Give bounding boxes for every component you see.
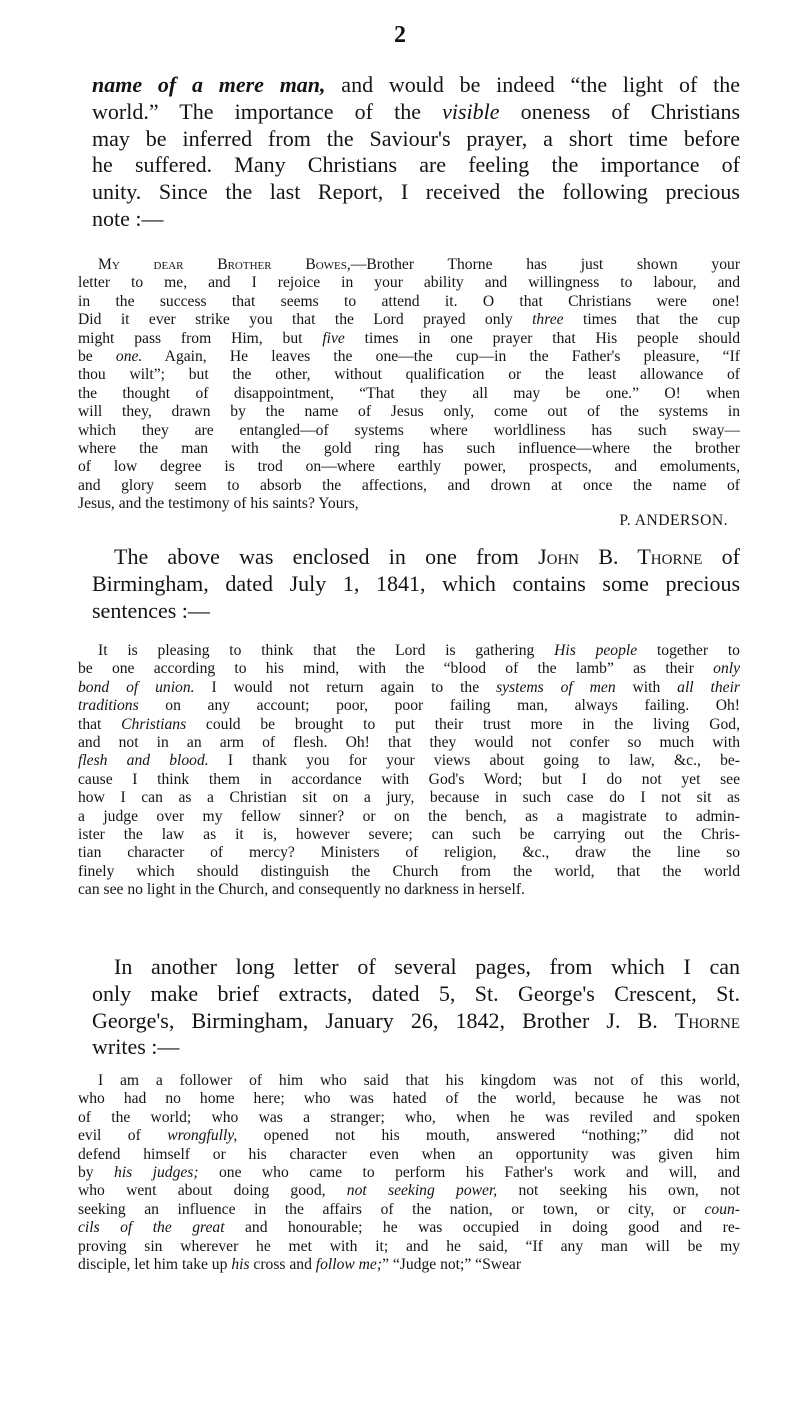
text-segment: Did it ever strike you that the Lord prayed only [78, 311, 533, 329]
text-segment: how I can as a Christian sit on a jury, because in such case do I not sit as [78, 789, 740, 807]
text-line [78, 771, 740, 789]
text-line [78, 293, 740, 311]
text-line [78, 844, 740, 862]
text-segment: proving sin wherever he met with it; and he said, “If any man will be my [78, 1237, 740, 1255]
text-line [78, 1127, 740, 1145]
text-segment: not seeking his own, not [497, 1182, 740, 1200]
text-segment: seeking an influence in the affairs of the nation, or town, or city, or [78, 1200, 705, 1218]
text-line [92, 598, 740, 625]
text-line [78, 256, 740, 274]
text-segment: opened not his mouth, answered “nothing;” did not [237, 1127, 740, 1145]
text-segment: cause I think them in accordance with God's Word; but I do not yet see [78, 770, 740, 788]
text-line [78, 403, 740, 421]
text-line [78, 311, 740, 329]
text-segment: visible [442, 98, 500, 124]
text-segment: In another long letter of several pages, from which I can [114, 954, 740, 979]
text-segment: Thorne [674, 1007, 740, 1033]
text-line [78, 495, 740, 513]
text-segment: —Brother Thorne has just shown your [350, 256, 741, 273]
text-segment: he suffered. Many Christians are feeling the importance of [92, 152, 740, 178]
text-segment: ” “Judge not;” “Swear [382, 1256, 522, 1274]
text-segment: oneness of Christians [499, 98, 741, 124]
text-line [78, 716, 740, 734]
text-line [92, 954, 740, 981]
text-segment: where the man with the gold ring has such influence—where the brother [78, 440, 740, 458]
text-segment: who went about doing good, [78, 1182, 347, 1200]
text-line [78, 697, 740, 715]
text-segment: and not in an arm of flesh. Oh! that they would not confer so much with [78, 734, 740, 752]
text-line [78, 734, 740, 752]
text-line [78, 752, 740, 770]
paragraph-thorne-intro [92, 544, 740, 624]
text-segment: and honourable; he was occupied in doing good and re- [224, 1219, 740, 1237]
text-segment: only [713, 660, 740, 678]
text-line [78, 274, 740, 292]
text-segment: Christians [121, 715, 187, 733]
text-line [92, 72, 740, 99]
text-segment: It is pleasing to think that the Lord is gathering [98, 642, 555, 659]
text-segment: I thank you for your views about going to law, &c., be- [208, 752, 741, 770]
text-line [78, 1238, 740, 1256]
text-segment: be [78, 348, 116, 366]
text-line [78, 642, 740, 660]
text-line [92, 1034, 740, 1061]
paragraph-intro [92, 72, 740, 233]
text-segment: with [615, 678, 678, 696]
text-segment: ister the law as it is, however severe; can such be carrying out the Chris- [78, 826, 740, 844]
text-line [78, 1219, 740, 1237]
text-line [78, 808, 740, 826]
text-segment: only make brief extracts, dated 5, St. George's Crescent, St. [92, 980, 740, 1006]
text-segment: all their [677, 678, 740, 696]
text-line [78, 1090, 740, 1108]
text-segment: not seeking power, [346, 1182, 498, 1200]
text-segment: letter to me, and I rejoice in your ability and willingness to labour, and [78, 274, 740, 292]
text-segment: name of a mere man, [92, 72, 326, 97]
text-line [78, 1164, 740, 1182]
text-line [78, 458, 740, 476]
text-segment: I am a follower of him who said that his kingdom was not of this world, [98, 1072, 740, 1089]
text-segment: in the success that seems to attend it. O that Christians were one! [78, 292, 740, 310]
text-segment: times in one prayer that His people should [344, 329, 740, 347]
text-segment: defend himself or his character even when an opportunity was given him [78, 1145, 740, 1163]
text-segment: by [78, 1164, 115, 1182]
text-segment: his [231, 1256, 250, 1274]
quoted-letter-thorne-2 [78, 1072, 740, 1274]
text-segment: of [702, 544, 740, 569]
text-line [92, 1008, 740, 1035]
text-segment: world.” The importance of the [92, 98, 443, 124]
text-segment: His people [554, 642, 638, 659]
text-line [78, 660, 740, 678]
text-segment: writes :— [92, 1034, 180, 1060]
text-line [78, 366, 740, 384]
text-line [78, 1109, 740, 1127]
text-segment: the thought of disappointment, “That they all may be one.” O! when [78, 384, 740, 402]
text-segment: coun- [704, 1200, 740, 1218]
text-segment: evil of [78, 1127, 168, 1145]
text-segment: disciple, let him take up [78, 1256, 232, 1274]
text-segment: tian character of mercy? Ministers of religion, &c., draw the line so [78, 844, 740, 862]
text-segment: can see no light in the Church, and consequently no darkness in herself. [78, 881, 525, 899]
quoted-letter-thorne-1 [78, 642, 740, 900]
text-segment: a judge over my fellow sinner? or on the bench, as a magistrate to admin- [78, 807, 740, 825]
text-segment: flesh and blood. [78, 752, 209, 770]
text-line [78, 1256, 740, 1274]
text-segment: Birmingham, dated July 1, 1841, which contains some precious [92, 570, 740, 596]
text-line [78, 1182, 740, 1200]
text-segment: that [78, 715, 122, 733]
text-segment: My dear Brother Bowes, [98, 256, 351, 273]
text-segment: together to [637, 642, 740, 659]
text-line [92, 544, 740, 571]
text-line [92, 179, 740, 206]
text-segment: unity. Since the last Report, I received the following precious [92, 179, 740, 205]
text-segment: of low degree is trod on—where earthly power, prospects, and emoluments, [78, 458, 740, 476]
text-line [78, 863, 740, 881]
text-segment: cils of the great [78, 1219, 225, 1237]
text-line [78, 1072, 740, 1090]
text-segment: follow me; [315, 1256, 383, 1274]
text-line [78, 477, 740, 495]
text-segment: of the world; who was a stranger; who, when he was reviled and spoken [78, 1108, 740, 1126]
text-segment: bond of union. [78, 678, 195, 696]
text-segment: may be inferred from the Saviour's prayer, a short time before [92, 125, 740, 151]
text-line [78, 881, 740, 899]
text-line [78, 1146, 740, 1164]
text-segment: thou wilt”; but the other, without qualification or the least allowance of [78, 366, 740, 384]
text-line [78, 422, 740, 440]
text-segment: I would not return again to the [194, 678, 497, 696]
text-segment: who had no home here; who was hated of the world, because he was not [78, 1090, 740, 1108]
text-segment: sentences :— [92, 597, 210, 623]
text-segment: systems of men [496, 678, 616, 696]
text-segment: cross and [249, 1256, 316, 1274]
text-line [78, 826, 740, 844]
text-line [92, 206, 740, 233]
text-line [78, 385, 740, 403]
page-number: 2 [394, 22, 406, 48]
text-segment: and glory seem to absorb the affections, and drown at once the name of [78, 476, 740, 494]
text-segment: one. [115, 348, 143, 366]
text-line [78, 789, 740, 807]
text-line [78, 330, 740, 348]
text-line [78, 1201, 740, 1219]
text-segment: The above was enclosed in one from [114, 544, 539, 569]
text-segment: Again, He leaves the one—the cup—in the Father's pleasure, “If [142, 348, 740, 366]
text-segment: might pass from Him, but [78, 329, 323, 347]
paragraph-another-letter [92, 954, 740, 1061]
text-segment: times that the cup [563, 311, 741, 329]
text-segment: his judges; [114, 1164, 199, 1182]
signature: P. ANDERSON. [619, 512, 728, 529]
text-segment: note :— [92, 205, 164, 231]
text-line [92, 571, 740, 598]
quoted-letter-anderson [78, 256, 740, 514]
text-segment: finely which should distinguish the Church from the world, that the world [78, 862, 740, 880]
text-line [92, 152, 740, 179]
text-segment: John B. Thorne [538, 544, 703, 569]
text-segment: George's, Birmingham, January 26, 1842, Brother J. B. [92, 1007, 675, 1033]
text-line [78, 679, 740, 697]
text-segment: three [532, 311, 564, 329]
text-segment: will they, drawn by the name of Jesus only, come out of the systems in [78, 403, 740, 421]
text-segment: traditions [78, 697, 139, 715]
text-segment: wrongfully, [167, 1127, 238, 1145]
text-segment: be one according to his mind, with the “blood of the lamb” as their [78, 660, 714, 678]
text-segment: which they are entangled—of systems where worldliness has such sway— [78, 421, 740, 439]
text-line [92, 99, 740, 126]
text-line [92, 981, 740, 1008]
text-segment: Jesus, and the testimony of his saints? Yours, [78, 495, 359, 513]
text-line [78, 348, 740, 366]
text-segment: could be brought to put their trust more in the living God, [186, 715, 740, 733]
text-line [78, 440, 740, 458]
text-segment: and would be indeed “the light of the [325, 72, 740, 97]
text-segment: five [322, 329, 345, 347]
text-segment: on any account; poor, poor failing man, always failing. Oh! [138, 697, 740, 715]
text-segment: one who came to perform his Father's work and will, and [198, 1164, 740, 1182]
text-line [92, 126, 740, 153]
